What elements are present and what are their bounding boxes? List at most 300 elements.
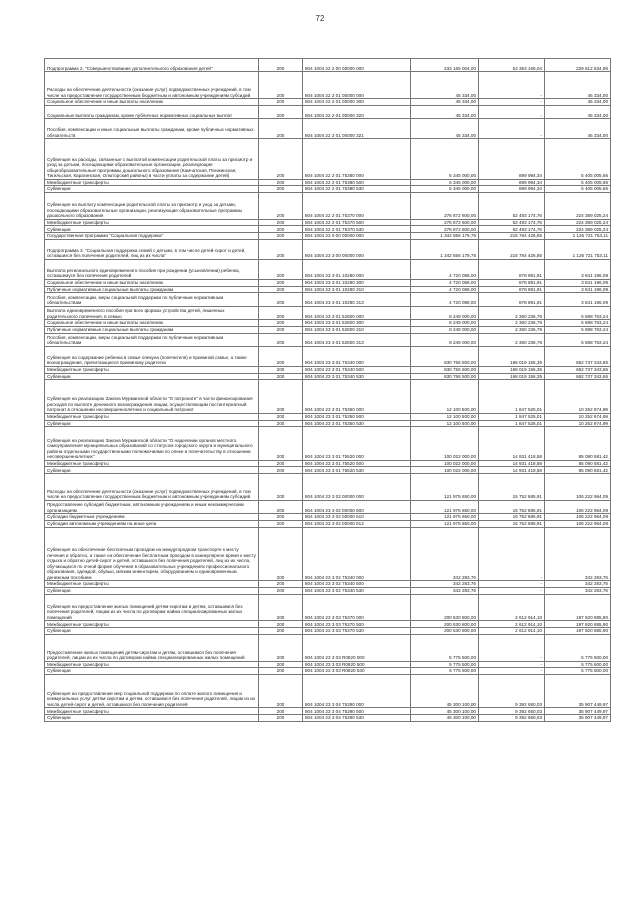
row-executed-cell: 2 360 236,76 [479, 326, 545, 333]
row-executed-cell: 2 360 236,76 [479, 320, 545, 327]
row-classification-cell: 804 1004 22 2 01 75370 000 [303, 192, 411, 219]
row-code-cell: 200 [259, 668, 303, 675]
row-name-cell: Межбюджетные трансферты [45, 366, 259, 373]
row-name-cell: Субвенция на содержание ребенка в семье опекуна (попечителя) и приемной семье, а также вознаграждение, причитающееся приемному родителю [45, 346, 259, 366]
row-name-cell: Подпрограмма 3. "Социальная поддержка семей с детьми, в том числе детей-сирот и детей, оставшихся без попечения родителей, лиц из их числа" [45, 239, 259, 259]
row-executed-cell: 2 612 914,10 [479, 621, 545, 628]
row-classification-cell: 804 1004 23 3 01 10280 000 [303, 259, 411, 279]
row-approved-cell: 8 249 000,00 [411, 326, 479, 333]
row-remaining-cell: 5 405 005,66 [545, 179, 611, 186]
table-row [45, 427, 611, 461]
table-body [45, 59, 611, 722]
row-code-cell: 200 [259, 259, 303, 279]
table-row [45, 326, 611, 333]
row-executed-cell: 9 392 650,03 [479, 708, 545, 715]
row-remaining-cell: 85 090 581,42 [545, 460, 611, 467]
row-name-cell: Пособия, компенсации, меры социальной поддержки по публичным нормативным обязательствам [45, 333, 259, 346]
table-row [45, 668, 611, 675]
row-code-cell: 200 [259, 226, 303, 233]
row-remaining-cell: 5 775 500,00 [545, 661, 611, 668]
row-classification-cell: 804 1004 23 3 02 75340 500 [303, 581, 411, 588]
row-executed-cell: 53 353 169,04 [479, 59, 545, 72]
row-remaining-cell: 197 920 885,90 [545, 594, 611, 621]
row-executed-cell: 1 847 525,01 [479, 420, 545, 427]
row-classification-cell: 804 1004 23 0 00 00000 000 [303, 233, 411, 240]
row-remaining-cell: 342 283,76 [545, 587, 611, 594]
row-classification-cell: 804 1004 23 3 01 52600 313 [303, 333, 411, 346]
row-name-cell: Субвенции [45, 420, 259, 427]
row-executed-cell: - [479, 587, 545, 594]
row-approved-cell: 8 249 000,00 [411, 320, 479, 327]
row-code-cell: 200 [259, 674, 303, 708]
row-classification-cell: 804 1004 22 2 01 00000 320 [303, 105, 411, 118]
row-approved-cell: 342 283,76 [411, 587, 479, 594]
table-row [45, 346, 611, 366]
row-name-cell: Предоставление жилых помещений детям-сиротам и детям, оставшимся без попечения родителей, лицам из их числа по договорам найма специализированных жилых помещений [45, 634, 259, 661]
row-remaining-cell: 3 841 196,09 [545, 279, 611, 286]
row-executed-cell: - [479, 634, 545, 661]
row-classification-cell: 804 1004 23 3 03 75370 500 [303, 621, 411, 628]
row-name-cell: Межбюджетные трансферты [45, 460, 259, 467]
table-row [45, 634, 611, 661]
row-classification-cell: 804 1004 23 3 01 52600 300 [303, 320, 411, 327]
row-code-cell: 200 [259, 621, 303, 628]
row-code-cell: 200 [259, 520, 303, 527]
table-row [45, 500, 611, 513]
row-name-cell: Социальное обеспечение и иные выплаты населению [45, 320, 259, 327]
row-code-cell: 200 [259, 628, 303, 635]
page-number: 72 [315, 14, 325, 23]
row-name-cell: Расходы на обеспечение деятельности (оказание услуг) подведомственных учреждений, в том числе на предоставление государственным бюджетным и автономным учреждениям субсидий [45, 72, 259, 99]
row-executed-cell: 1 847 525,01 [479, 413, 545, 420]
row-code-cell: 200 [259, 366, 303, 373]
row-name-cell: Межбюджетные трансферты [45, 581, 259, 588]
row-approved-cell: 5 775 500,00 [411, 661, 479, 668]
table-row [45, 226, 611, 233]
row-code-cell: 200 [259, 661, 303, 668]
row-remaining-cell: 106 222 964,09 [545, 474, 611, 501]
table-row [45, 233, 611, 240]
row-classification-cell: 804 1004 22 2 01 00000 321 [303, 119, 411, 139]
row-executed-cell: - [479, 99, 545, 106]
row-name-cell: Социальное обеспечение и иные выплаты населению [45, 99, 259, 106]
table-row [45, 279, 611, 286]
table-row [45, 119, 611, 139]
row-remaining-cell: 197 920 885,90 [545, 628, 611, 635]
row-approved-cell: 200 530 800,00 [411, 594, 479, 621]
table-row [45, 373, 611, 380]
table-row [45, 186, 611, 193]
table-row [45, 594, 611, 621]
row-remaining-cell: 342 283,76 [545, 527, 611, 581]
row-name-cell: Субвенции [45, 226, 259, 233]
row-name-cell: Социальные выплаты гражданам, кроме публичных нормативных социальных выплат [45, 105, 259, 118]
row-classification-cell: 804 1004 23 3 01 75350 500 [303, 413, 411, 420]
row-name-cell: Межбюджетные трансферты [45, 661, 259, 668]
table-row [45, 59, 611, 72]
row-classification-cell: 804 1004 23 3 03 75370 530 [303, 628, 411, 635]
table-row [45, 139, 611, 179]
table-row [45, 460, 611, 467]
row-code-cell: 200 [259, 119, 303, 139]
row-classification-cell: 804 1004 22 2 01 75380 500 [303, 179, 411, 186]
row-remaining-cell: 106 222 964,09 [545, 520, 611, 527]
row-remaining-cell: 35 907 449,97 [545, 674, 611, 708]
row-name-cell: Субвенции [45, 467, 259, 474]
row-executed-cell: - [479, 661, 545, 668]
row-code-cell: 200 [259, 239, 303, 259]
row-approved-cell: 830 756 500,00 [411, 373, 479, 380]
row-name-cell: Выплата регионального единовременного пособия при рождении (усыновлении) ребенка, оставшемуся без попечения родителей [45, 259, 259, 279]
row-code-cell: 200 [259, 326, 303, 333]
row-classification-cell: 804 1004 22 2 01 75370 530 [303, 226, 411, 233]
row-classification-cell: 804 1004 23 3 04 75390 530 [303, 715, 411, 722]
row-executed-cell: 899 994,34 [479, 186, 545, 193]
row-classification-cell: 804 1004 22 2 01 75380 000 [303, 139, 411, 179]
row-name-cell: Публичные нормативные социальные выплаты гражданам [45, 326, 259, 333]
row-name-cell: Социальное обеспечение и иные выплаты населению [45, 279, 259, 286]
row-remaining-cell: 662 737 343,65 [545, 373, 611, 380]
row-code-cell: 200 [259, 527, 303, 581]
row-code-cell: 200 [259, 467, 303, 474]
row-name-cell: Субвенция на обеспечение бесплатным проездом на междугородном транспорте к месту лечения и обратно, а также на обеспечение бесплатным проездом в каникулярное время к месту отдыха и обратно детей-сирот и детей, оставшихся без попечения родителей, лиц из их числа, обучающихся по очной форме обучения в образовательных учреждениях профессионального образования, одеждой, обувью, мягким инвентарем, оборудованием и единовременным денежным пособием [45, 527, 259, 581]
row-remaining-cell: 5 888 763,24 [545, 333, 611, 346]
table-row [45, 239, 611, 259]
row-approved-cell: 4 720 088,00 [411, 293, 479, 306]
row-executed-cell: 899 994,34 [479, 179, 545, 186]
row-executed-cell: 52 493 174,76 [479, 219, 545, 226]
row-approved-cell: 5 775 500,00 [411, 668, 479, 675]
row-name-cell: Выплата единовременного пособия при всех формах устройства детей, лишенных родительского попечения, в семью [45, 306, 259, 319]
row-approved-cell: 6 345 000,00 [411, 139, 479, 179]
row-approved-cell: 1 342 556 179,76 [411, 239, 479, 259]
row-approved-cell: 1 342 556 179,76 [411, 233, 479, 240]
row-name-cell: Межбюджетные трансферты [45, 219, 259, 226]
row-executed-cell: 1 847 525,01 [479, 380, 545, 414]
row-name-cell: Пособия, компенсации, меры социальной поддержки по публичным нормативным обязательствам [45, 293, 259, 306]
row-remaining-cell: 224 389 025,24 [545, 226, 611, 233]
row-remaining-cell: 10 252 974,99 [545, 420, 611, 427]
row-approved-cell: 342 283,76 [411, 581, 479, 588]
row-classification-cell: 804 1004 23 3 01 75340 000 [303, 346, 411, 366]
table-row [45, 708, 611, 715]
row-name-cell: Субсидии бюджетным учреждениям [45, 514, 259, 521]
row-code-cell: 200 [259, 427, 303, 461]
table-row [45, 520, 611, 527]
row-name-cell: Субвенции [45, 715, 259, 722]
row-remaining-cell: 10 252 974,99 [545, 413, 611, 420]
row-remaining-cell: 35 907 449,97 [545, 708, 611, 715]
row-classification-cell: 804 1004 22 2 00 00000 000 [303, 59, 411, 72]
row-remaining-cell: 1 126 721 753,11 [545, 233, 611, 240]
row-executed-cell: 52 493 174,76 [479, 226, 545, 233]
row-name-cell: Межбюджетные трансферты [45, 708, 259, 715]
row-name-cell: Межбюджетные трансферты [45, 179, 259, 186]
row-approved-cell: 200 530 800,00 [411, 621, 479, 628]
row-classification-cell: 804 1004 23 3 03 75370 000 [303, 594, 411, 621]
row-remaining-cell: 45 334,00 [545, 105, 611, 118]
row-remaining-cell: 5 888 763,24 [545, 320, 611, 327]
row-classification-cell: 804 1004 23 3 01 75350 530 [303, 420, 411, 427]
row-approved-cell: 342 283,76 [411, 527, 479, 581]
row-classification-cell: 804 1004 22 2 01 75370 500 [303, 219, 411, 226]
row-approved-cell: 121 975 650,00 [411, 500, 479, 513]
row-remaining-cell: 342 283,76 [545, 581, 611, 588]
row-code-cell: 200 [259, 346, 303, 366]
row-executed-cell: 215 784 426,85 [479, 233, 545, 240]
row-remaining-cell: 5 775 500,00 [545, 668, 611, 675]
row-approved-cell: 6 345 000,00 [411, 179, 479, 186]
row-executed-cell: - [479, 105, 545, 118]
row-name-cell: Субсидии автономным учреждениям на иные цели [45, 520, 259, 527]
row-approved-cell: 100 022 000,00 [411, 460, 479, 467]
row-code-cell: 200 [259, 72, 303, 99]
row-executed-cell: 9 392 650,03 [479, 715, 545, 722]
row-executed-cell: 878 891,91 [479, 286, 545, 293]
row-classification-cell: 804 1004 23 3 01 52600 000 [303, 306, 411, 319]
row-code-cell: 200 [259, 581, 303, 588]
row-executed-cell: 14 931 418,58 [479, 460, 545, 467]
row-code-cell: 200 [259, 99, 303, 106]
row-code-cell: 200 [259, 293, 303, 306]
row-code-cell: 200 [259, 192, 303, 219]
table-row [45, 628, 611, 635]
row-approved-cell: 4 720 088,00 [411, 259, 479, 279]
row-approved-cell: 45 334,00 [411, 105, 479, 118]
row-name-cell: Субвенции [45, 628, 259, 635]
row-approved-cell: 121 975 650,00 [411, 520, 479, 527]
row-name-cell: Субвенции [45, 587, 259, 594]
row-remaining-cell: 662 737 343,65 [545, 346, 611, 366]
row-executed-cell: 168 019 156,35 [479, 366, 545, 373]
row-name-cell: Субвенция на реализацию Закона Мурманской области "О наделении органов местного самоуправления муниципальных образований со статусом городского округа и муниципального района отдельными государственными полномочиями по опеке и попечительству в отношении несовершеннолетних" [45, 427, 259, 461]
row-code-cell: 200 [259, 186, 303, 193]
row-classification-cell: 804 1004 23 3 02 00000 610 [303, 514, 411, 521]
row-executed-cell: 15 752 685,91 [479, 500, 545, 513]
row-executed-cell: - [479, 72, 545, 99]
row-classification-cell: 804 1004 23 3 04 75390 000 [303, 674, 411, 708]
row-name-cell: Субвенции [45, 186, 259, 193]
row-approved-cell: 100 022 000,00 [411, 467, 479, 474]
row-approved-cell: 45 300 100,00 [411, 674, 479, 708]
row-approved-cell: 12 100 500,00 [411, 380, 479, 414]
row-remaining-cell: 229 812 834,96 [545, 59, 611, 72]
row-name-cell: Субвенция на предоставление жилых помещений детям-сиротам и детям, оставшимся без попечения родителей, лицам из их числа по договорам найма специализированных жилых помещений [45, 594, 259, 621]
row-code-cell: 200 [259, 500, 303, 513]
row-classification-cell: 804 1004 22 2 01 75380 530 [303, 186, 411, 193]
row-remaining-cell: 106 222 964,09 [545, 500, 611, 513]
row-code-cell: 200 [259, 460, 303, 467]
table-row [45, 286, 611, 293]
row-name-cell: Публичные нормативные социальные выплаты гражданам [45, 286, 259, 293]
table-row [45, 306, 611, 319]
row-executed-cell: 14 931 418,58 [479, 467, 545, 474]
row-approved-cell: 233 165 004,00 [411, 59, 479, 72]
row-classification-cell: 804 1004 23 3 04 75390 500 [303, 708, 411, 715]
row-code-cell: 200 [259, 708, 303, 715]
row-name-cell: Субвенция на выплату компенсации родительской платы за присмотр и уход за детьми, посещающими образовательные организации, реализующие образовательные программы дошкольного образования [45, 192, 259, 219]
row-name-cell: Подпрограмма 2. "Совершенствование дополнительного образования детей" [45, 59, 259, 72]
table-row [45, 467, 611, 474]
table-row [45, 179, 611, 186]
row-classification-cell: 804 1004 23 3 02 00000 000 [303, 474, 411, 501]
row-remaining-cell: 3 841 196,09 [545, 286, 611, 293]
row-classification-cell: 804 1004 23 3 02 75340 530 [303, 587, 411, 594]
row-classification-cell: 804 1004 23 3 01 10280 300 [303, 279, 411, 286]
row-remaining-cell: 45 334,00 [545, 72, 611, 99]
row-approved-cell: 4 720 088,00 [411, 279, 479, 286]
row-code-cell: 200 [259, 233, 303, 240]
row-remaining-cell: 224 389 025,24 [545, 219, 611, 226]
row-remaining-cell: 106 222 964,09 [545, 514, 611, 521]
row-approved-cell: 276 872 600,00 [411, 192, 479, 219]
row-approved-cell: 6 345 000,00 [411, 186, 479, 193]
row-code-cell: 200 [259, 59, 303, 72]
row-remaining-cell: 662 737 343,65 [545, 366, 611, 373]
row-approved-cell: 100 022 000,00 [411, 427, 479, 461]
row-executed-cell: 15 752 685,91 [479, 520, 545, 527]
row-name-cell: Субвенции [45, 373, 259, 380]
row-name-cell: Пособия, компенсации и иные социальные выплаты гражданам, кроме публичных нормативных обязательств [45, 119, 259, 139]
row-remaining-cell: 5 888 763,24 [545, 306, 611, 319]
row-approved-cell: 12 100 500,00 [411, 413, 479, 420]
row-executed-cell: 899 994,34 [479, 139, 545, 179]
row-classification-cell: 804 1004 23 3 01 75520 000 [303, 427, 411, 461]
table-row [45, 715, 611, 722]
row-executed-cell: - [479, 119, 545, 139]
row-approved-cell: 45 334,00 [411, 119, 479, 139]
row-approved-cell: 200 530 800,00 [411, 628, 479, 635]
row-remaining-cell: 5 775 500,00 [545, 634, 611, 661]
row-classification-cell: 804 1004 23 3 01 75350 000 [303, 380, 411, 414]
row-name-cell: Межбюджетные трансферты [45, 621, 259, 628]
row-name-cell: Государственная программа "Социальная поддержка" [45, 233, 259, 240]
row-approved-cell: 830 756 500,00 [411, 366, 479, 373]
row-code-cell: 200 [259, 179, 303, 186]
row-code-cell: 200 [259, 373, 303, 380]
row-code-cell: 200 [259, 139, 303, 179]
row-remaining-cell: 5 405 005,66 [545, 186, 611, 193]
row-code-cell: 200 [259, 413, 303, 420]
row-classification-cell: 804 1004 23 3 01 75340 530 [303, 373, 411, 380]
row-executed-cell: - [479, 668, 545, 675]
row-code-cell: 200 [259, 634, 303, 661]
row-executed-cell: 2 612 914,10 [479, 628, 545, 635]
row-executed-cell: 14 931 418,58 [479, 427, 545, 461]
row-name-cell: Предоставление субсидий бюджетным, автономным учреждениям и иным некоммерческим организациям [45, 500, 259, 513]
row-executed-cell: - [479, 581, 545, 588]
row-code-cell: 200 [259, 474, 303, 501]
table-row [45, 293, 611, 306]
row-classification-cell: 804 1004 23 3 02 00000 612 [303, 520, 411, 527]
table-row [45, 581, 611, 588]
budget-expenditure-table [44, 58, 611, 722]
row-remaining-cell: 5 405 005,66 [545, 139, 611, 179]
row-executed-cell: 878 891,91 [479, 293, 545, 306]
row-approved-cell: 830 756 500,00 [411, 346, 479, 366]
row-code-cell: 200 [259, 219, 303, 226]
table-row [45, 320, 611, 327]
row-remaining-cell: 85 090 581,42 [545, 427, 611, 461]
row-classification-cell: 804 1004 23 3 01 10280 310 [303, 286, 411, 293]
row-executed-cell: 15 752 685,91 [479, 514, 545, 521]
row-remaining-cell: 10 252 974,99 [545, 380, 611, 414]
row-name-cell: Субвенция на предоставление мер социальной поддержки по оплате жилого помещения и коммунальных услуг детям-сиротам и детям, оставшимся без попечения родителей, лицам из их числа детей-сирот и детей, оставшихся без попечения родителей [45, 674, 259, 708]
row-executed-cell: 168 019 156,35 [479, 373, 545, 380]
row-classification-cell: 804 1004 23 3 01 52600 310 [303, 326, 411, 333]
table-row [45, 366, 611, 373]
row-code-cell: 200 [259, 279, 303, 286]
row-remaining-cell: 3 841 196,09 [545, 259, 611, 279]
row-code-cell: 200 [259, 587, 303, 594]
row-approved-cell: 4 720 088,00 [411, 286, 479, 293]
row-approved-cell: 45 300 100,00 [411, 708, 479, 715]
row-remaining-cell: 85 090 581,42 [545, 467, 611, 474]
table-row [45, 380, 611, 414]
row-approved-cell: 276 872 600,00 [411, 219, 479, 226]
table-row [45, 514, 611, 521]
row-approved-cell: 12 100 500,00 [411, 420, 479, 427]
row-classification-cell: 804 1004 23 3 03 R0820 000 [303, 634, 411, 661]
row-name-cell: Субвенция на расходы, связанные с выплатой компенсации родительской платы за присмотр и уход за детьми, посещающими образовательные организации, реализующие общеобразовательные программы дошкольного образования (Камчатская, Пенжинская, Тигильская, Карагинская, Олюторский районы) в части уплаты за содержание детей) [45, 139, 259, 179]
row-approved-cell: 45 300 100,00 [411, 715, 479, 722]
row-remaining-cell: 45 334,00 [545, 99, 611, 106]
row-classification-cell: 804 1004 23 3 03 R0820 500 [303, 661, 411, 668]
row-executed-cell: 168 019 156,35 [479, 346, 545, 366]
row-executed-cell: 2 612 914,10 [479, 594, 545, 621]
row-code-cell: 200 [259, 320, 303, 327]
row-remaining-cell: 197 920 885,90 [545, 621, 611, 628]
row-executed-cell: 878 891,91 [479, 259, 545, 279]
table-row [45, 72, 611, 99]
row-remaining-cell: 224 389 025,24 [545, 192, 611, 219]
table-row [45, 420, 611, 427]
row-executed-cell: 2 360 236,76 [479, 333, 545, 346]
table-row [45, 105, 611, 118]
row-classification-cell: 804 1004 23 3 01 10280 313 [303, 293, 411, 306]
row-executed-cell: 52 493 174,76 [479, 192, 545, 219]
row-code-cell: 200 [259, 715, 303, 722]
row-executed-cell: 9 392 650,03 [479, 674, 545, 708]
row-approved-cell: 121 975 650,00 [411, 514, 479, 521]
table-row [45, 474, 611, 501]
row-classification-cell: 804 1004 23 3 02 75340 000 [303, 527, 411, 581]
row-name-cell: Межбюджетные трансферты [45, 413, 259, 420]
row-code-cell: 200 [259, 286, 303, 293]
table-row [45, 259, 611, 279]
row-code-cell: 200 [259, 333, 303, 346]
table-row [45, 661, 611, 668]
row-approved-cell: 8 249 000,00 [411, 333, 479, 346]
row-remaining-cell: 35 907 449,97 [545, 715, 611, 722]
row-approved-cell: 45 334,00 [411, 72, 479, 99]
row-classification-cell: 804 1004 23 3 01 75520 500 [303, 460, 411, 467]
row-name-cell: Субвенция на реализацию Закона Мурманской области "О патронате" в части финансирования расходов по выплате денежного вознаграждения лицам, осуществляющим постинтернатный патронат в отношении несовершеннолетних и социальный патронат [45, 380, 259, 414]
row-remaining-cell: 45 334,00 [545, 119, 611, 139]
row-classification-cell: 804 1004 22 2 01 00000 000 [303, 72, 411, 99]
row-name-cell: Расходы на обеспечение деятельности (оказание услуг) подведомственных учреждений, в том числе на предоставление государственным бюджетным и автономным учреждениям субсидий [45, 474, 259, 501]
row-executed-cell: 15 752 685,91 [479, 474, 545, 501]
row-approved-cell: 5 775 500,00 [411, 634, 479, 661]
row-classification-cell: 804 1004 23 3 02 00000 600 [303, 500, 411, 513]
row-code-cell: 200 [259, 594, 303, 621]
row-approved-cell: 8 249 000,00 [411, 306, 479, 319]
row-classification-cell: 804 1004 23 3 00 00000 000 [303, 239, 411, 259]
row-code-cell: 200 [259, 380, 303, 414]
row-classification-cell: 804 1004 23 3 03 R0820 530 [303, 668, 411, 675]
table-row [45, 674, 611, 708]
row-name-cell: Субвенции [45, 668, 259, 675]
